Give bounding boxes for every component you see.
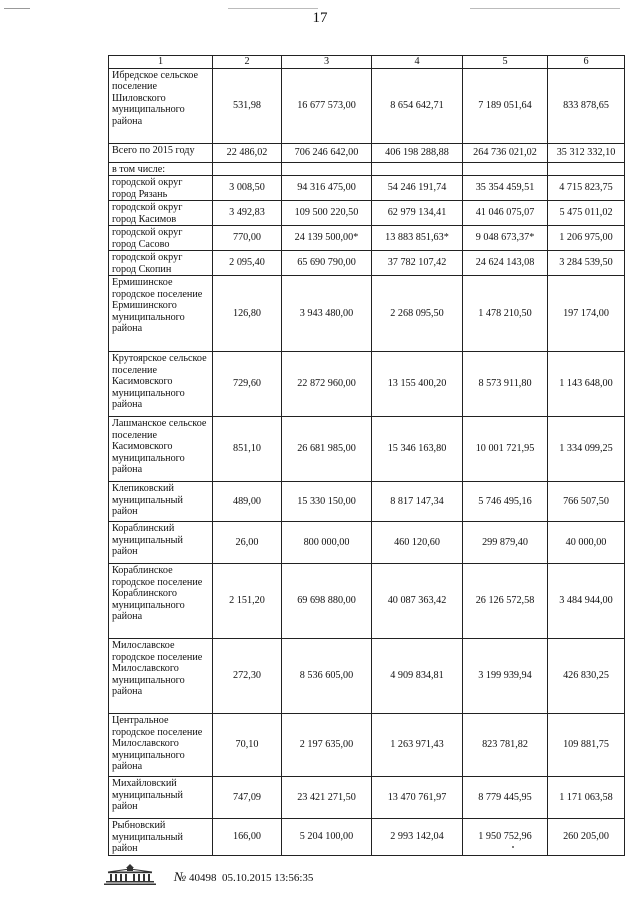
registration-stamp <box>174 869 313 885</box>
scan-speck <box>512 846 514 848</box>
table-row <box>109 564 625 639</box>
cell-c6: 260 205,00 <box>548 819 625 856</box>
cell-c3: 65 690 790,00 <box>282 251 372 276</box>
cell-c6: 35 312 332,10 <box>548 143 625 162</box>
column-number: 6 <box>548 56 625 69</box>
table-row <box>109 201 625 226</box>
scan-artifact <box>4 8 30 9</box>
cell-c5: 26 126 572,58 <box>463 564 548 639</box>
cell-c5: 35 354 459,51 <box>463 176 548 201</box>
row-name: городской округ город Касимов <box>109 201 213 226</box>
row-name: Крутоярское сельское поселение Касимовского муниципального района <box>109 352 213 417</box>
scan-artifact <box>470 8 620 9</box>
document-number: 40498 <box>189 872 217 884</box>
cell-c4: 460 120,60 <box>372 522 463 564</box>
row-name: Кораблинский муниципальный район <box>109 522 213 564</box>
cell-c2: 272,30 <box>213 639 282 714</box>
cell-c5: 5 746 495,16 <box>463 482 548 522</box>
cell-c5: 1 950 752,96 <box>463 819 548 856</box>
cell-c6: 1 206 975,00 <box>548 226 625 251</box>
cell-c6: 766 507,50 <box>548 482 625 522</box>
table-row <box>109 176 625 201</box>
cell-c4: 54 246 191,74 <box>372 176 463 201</box>
document-footer <box>100 862 520 886</box>
cell-c5: 3 199 939,94 <box>463 639 548 714</box>
cell-c2: 126,80 <box>213 276 282 352</box>
cell-c3: 22 872 960,00 <box>282 352 372 417</box>
row-name: Ермишинское городское поселение Ермишинского муниципального района <box>109 276 213 352</box>
cell-c4: 13 155 400,20 <box>372 352 463 417</box>
table-row <box>109 276 625 352</box>
scan-artifact <box>228 8 318 9</box>
column-number: 5 <box>463 56 548 69</box>
cell-c5: 8 779 445,95 <box>463 777 548 819</box>
cell-c6 <box>548 162 625 176</box>
table-row <box>109 777 625 819</box>
row-name: Михайловский муниципальный район <box>109 777 213 819</box>
table-row <box>109 162 625 176</box>
cell-c3: 5 204 100,00 <box>282 819 372 856</box>
cell-c4: 1 263 971,43 <box>372 714 463 777</box>
cell-c2: 729,60 <box>213 352 282 417</box>
document-datetime: 05.10.2015 13:56:35 <box>222 872 314 884</box>
row-name: Лашманское сельское поселение Касимовского муниципального района <box>109 417 213 482</box>
cell-c5: 1 478 210,50 <box>463 276 548 352</box>
cell-c6: 197 174,00 <box>548 276 625 352</box>
table-row <box>109 639 625 714</box>
cell-c4: 2 268 095,50 <box>372 276 463 352</box>
row-name: Рыбновский муниципальный район <box>109 819 213 856</box>
cell-c6: 3 484 944,00 <box>548 564 625 639</box>
cell-c3: 109 500 220,50 <box>282 201 372 226</box>
cell-c4: 2 993 142,04 <box>372 819 463 856</box>
table-row <box>109 226 625 251</box>
cell-c5 <box>463 162 548 176</box>
column-number: 1 <box>109 56 213 69</box>
cell-c3: 800 000,00 <box>282 522 372 564</box>
row-name: городской округ город Скопин <box>109 251 213 276</box>
cell-c2: 2 151,20 <box>213 564 282 639</box>
row-name: городской округ город Сасово <box>109 226 213 251</box>
table-row <box>109 68 625 143</box>
row-name: Клепиковский муниципальный район <box>109 482 213 522</box>
cell-c4: 13 470 761,97 <box>372 777 463 819</box>
cell-c6: 1 171 063,58 <box>548 777 625 819</box>
cell-c4: 8 654 642,71 <box>372 68 463 143</box>
cell-c4: 8 817 147,34 <box>372 482 463 522</box>
row-name: Всего по 2015 году <box>109 143 213 162</box>
column-number: 3 <box>282 56 372 69</box>
cell-c2: 770,00 <box>213 226 282 251</box>
cell-c6: 3 284 539,50 <box>548 251 625 276</box>
cell-c6: 1 143 648,00 <box>548 352 625 417</box>
cell-c2: 2 095,40 <box>213 251 282 276</box>
cell-c4: 40 087 363,42 <box>372 564 463 639</box>
cell-c4: 13 883 851,63* <box>372 226 463 251</box>
cell-c4: 4 909 834,81 <box>372 639 463 714</box>
page-number: 17 <box>312 10 328 26</box>
cell-c3: 69 698 880,00 <box>282 564 372 639</box>
row-name: в том числе: <box>109 162 213 176</box>
cell-c5: 823 781,82 <box>463 714 548 777</box>
cell-c4: 62 979 134,41 <box>372 201 463 226</box>
cell-c2: 3 008,50 <box>213 176 282 201</box>
cell-c2: 70,10 <box>213 714 282 777</box>
table-row <box>109 819 625 856</box>
column-number: 2 <box>213 56 282 69</box>
cell-c5: 299 879,40 <box>463 522 548 564</box>
cell-c4: 406 198 288,88 <box>372 143 463 162</box>
row-name: Кораблинское городское поселение Кораблинского муниципального района <box>109 564 213 639</box>
cell-c6: 109 881,75 <box>548 714 625 777</box>
table-row <box>109 714 625 777</box>
table-row <box>109 522 625 564</box>
cell-c2: 22 486,02 <box>213 143 282 162</box>
cell-c3: 23 421 271,50 <box>282 777 372 819</box>
table-row <box>109 251 625 276</box>
cell-c6: 5 475 011,02 <box>548 201 625 226</box>
cell-c4: 15 346 163,80 <box>372 417 463 482</box>
cell-c2: 531,98 <box>213 68 282 143</box>
cell-c3: 16 677 573,00 <box>282 68 372 143</box>
table-row <box>109 417 625 482</box>
column-number-row <box>109 56 625 69</box>
cell-c3: 706 246 642,00 <box>282 143 372 162</box>
cell-c5: 264 736 021,02 <box>463 143 548 162</box>
cell-c6: 1 334 099,25 <box>548 417 625 482</box>
row-name: Центральное городское поселение Милославского муниципального района <box>109 714 213 777</box>
number-sign: № <box>174 869 187 884</box>
cell-c2: 3 492,83 <box>213 201 282 226</box>
cell-c2: 166,00 <box>213 819 282 856</box>
cell-c3: 15 330 150,00 <box>282 482 372 522</box>
cell-c3: 3 943 480,00 <box>282 276 372 352</box>
cell-c3: 26 681 985,00 <box>282 417 372 482</box>
column-number: 4 <box>372 56 463 69</box>
cell-c4: 37 782 107,42 <box>372 251 463 276</box>
cell-c6: 40 000,00 <box>548 522 625 564</box>
cell-c2: 851,10 <box>213 417 282 482</box>
cell-c4 <box>372 162 463 176</box>
row-name: Ибредское сельское поселение Шиловского муниципального района <box>109 68 213 143</box>
row-name: Милославское городское поселение Милославского муниципального района <box>109 639 213 714</box>
cell-c5: 41 046 075,07 <box>463 201 548 226</box>
cell-c2: 26,00 <box>213 522 282 564</box>
row-name: городской округ город Рязань <box>109 176 213 201</box>
cell-c2 <box>213 162 282 176</box>
cell-c3: 94 316 475,00 <box>282 176 372 201</box>
budget-table <box>108 55 625 856</box>
cell-c5: 8 573 911,80 <box>463 352 548 417</box>
table-row <box>109 482 625 522</box>
cell-c6: 833 878,65 <box>548 68 625 143</box>
cell-c5: 9 048 673,37* <box>463 226 548 251</box>
cell-c6: 4 715 823,75 <box>548 176 625 201</box>
cell-c5: 10 001 721,95 <box>463 417 548 482</box>
cell-c3: 2 197 635,00 <box>282 714 372 777</box>
building-stamp-icon <box>100 862 160 886</box>
cell-c5: 24 624 143,08 <box>463 251 548 276</box>
cell-c2: 747,09 <box>213 777 282 819</box>
table-row <box>109 143 625 162</box>
cell-c2: 489,00 <box>213 482 282 522</box>
cell-c3: 8 536 605,00 <box>282 639 372 714</box>
cell-c3 <box>282 162 372 176</box>
table-row <box>109 352 625 417</box>
cell-c5: 7 189 051,64 <box>463 68 548 143</box>
cell-c6: 426 830,25 <box>548 639 625 714</box>
cell-c3: 24 139 500,00* <box>282 226 372 251</box>
